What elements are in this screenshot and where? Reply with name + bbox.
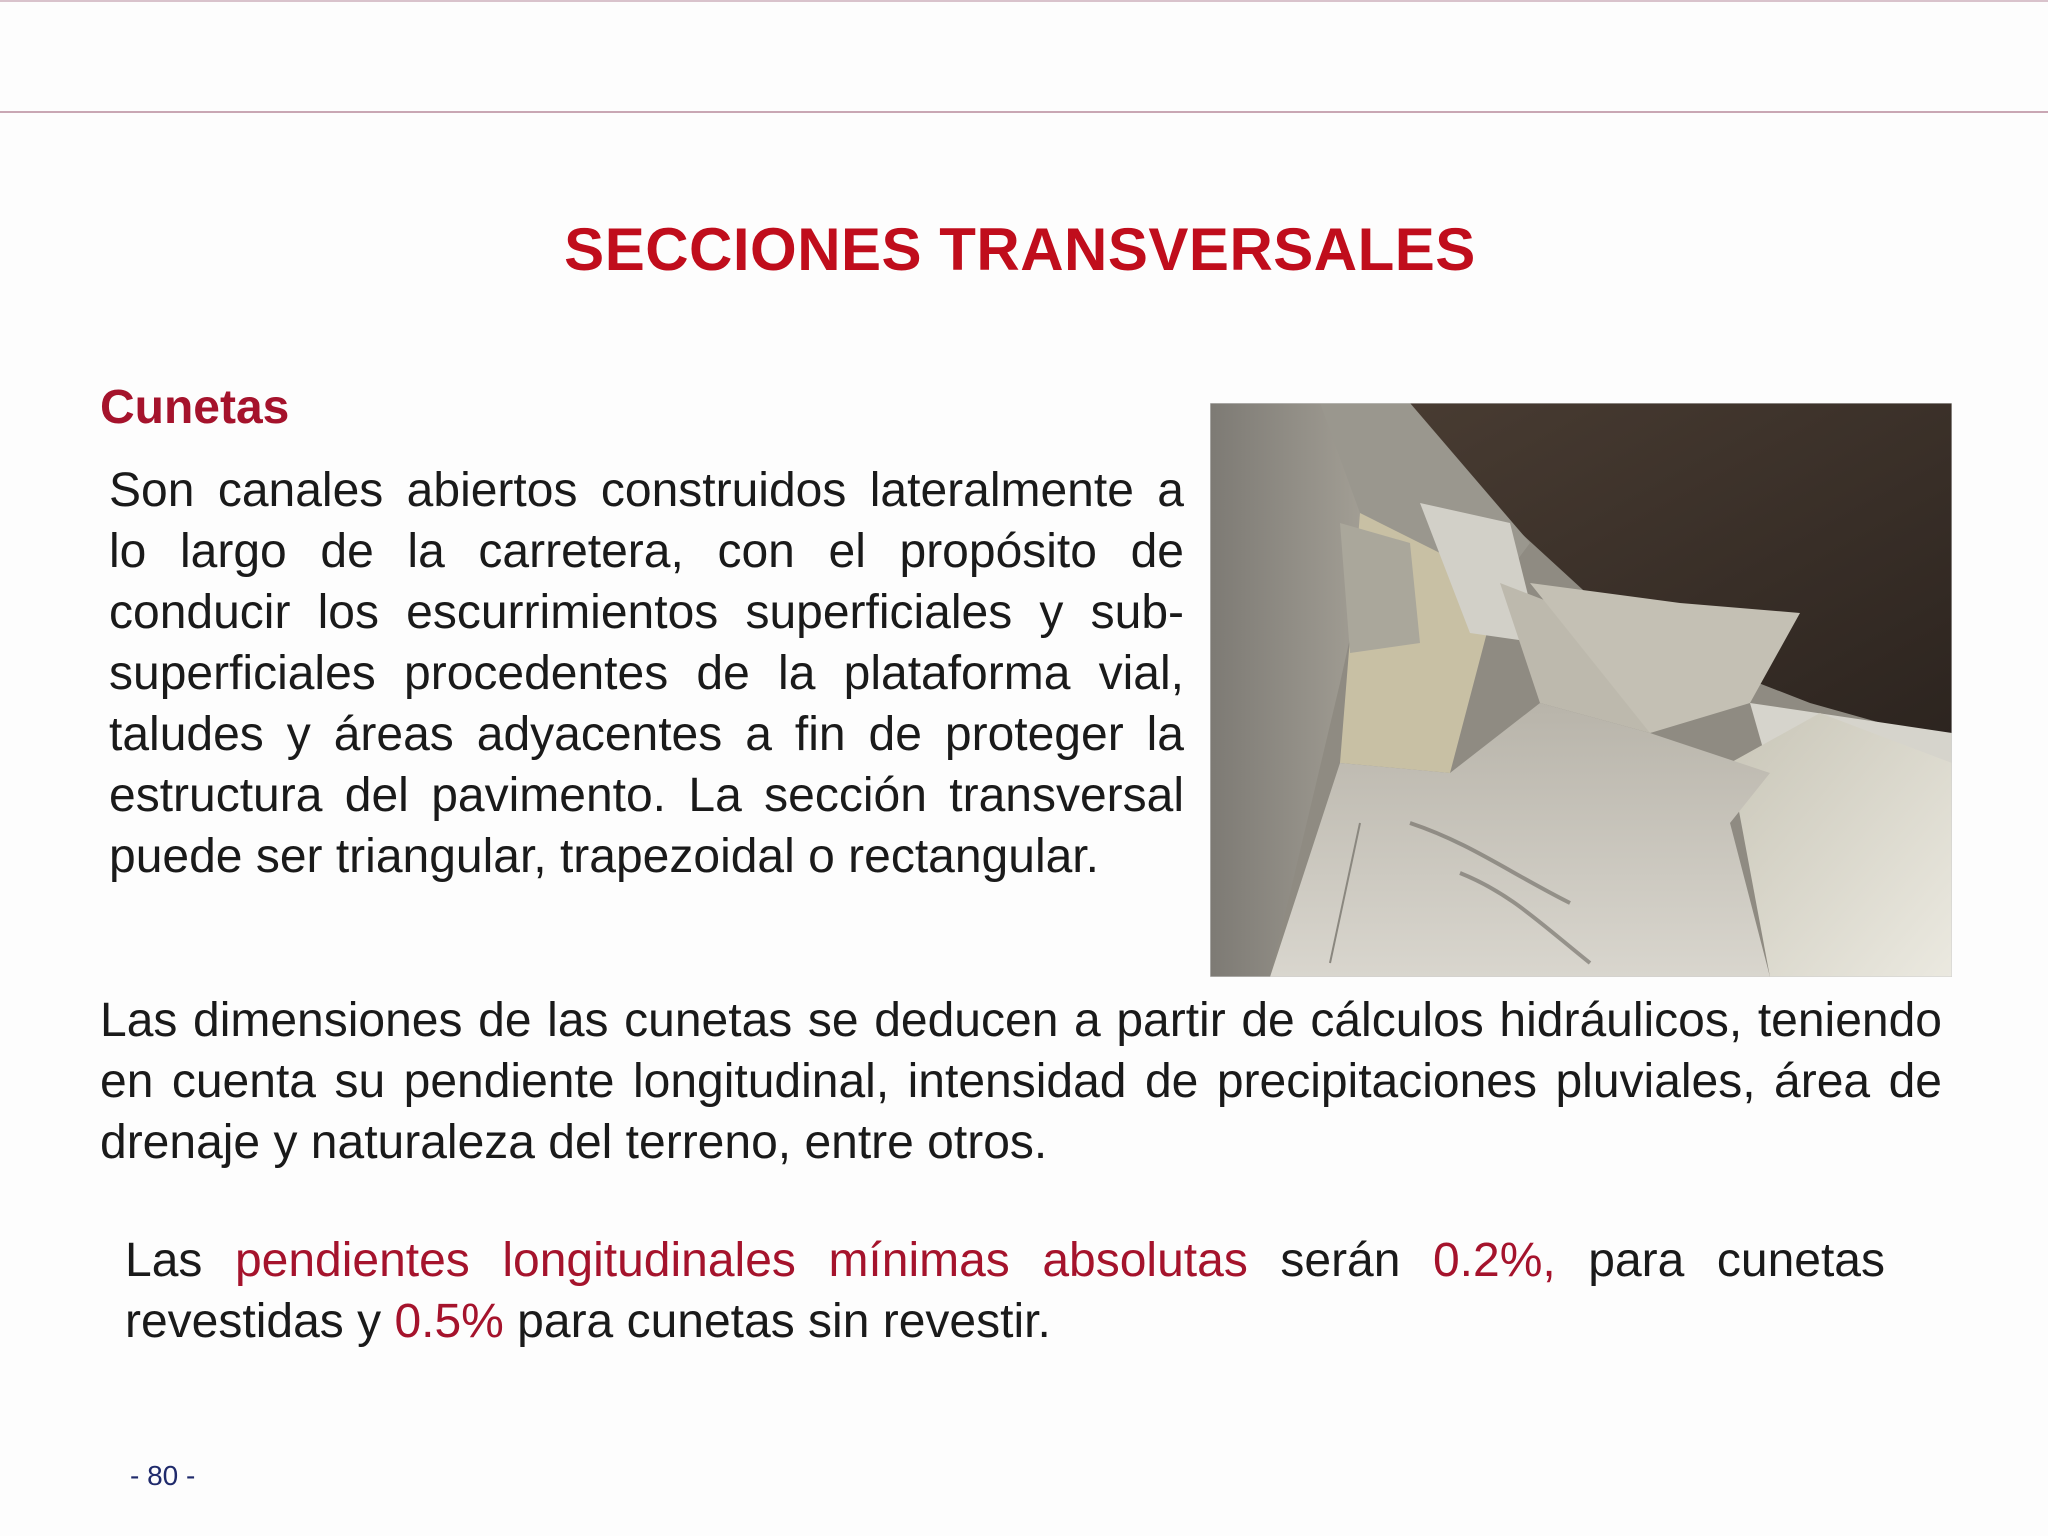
intro-paragraph: Son canales abiertos construidos lateralmente a lo largo de la carretera, con el propósito de conducir los escurrimientos superficiales y sub-superficiales procedentes de la plataforma vial, taludes y áreas adyacentes a fin de proteger la estructura del pavimento. La sección transversal puede ser triangular, trapezoidal o rectangular. <box>109 464 1184 883</box>
top-divider <box>0 0 2048 2</box>
ditch-photo <box>1210 403 1952 977</box>
slopes-text-4: para cunetas sin revestir. <box>503 1295 1051 1348</box>
slopes-text-3: para cunetas revestidas y <box>125 1234 1886 1348</box>
slopes-text-1: Las <box>125 1234 235 1287</box>
slide-title: SECCIONES TRANSVERSALES <box>564 216 1476 283</box>
slopes-paragraph <box>125 1230 1885 1352</box>
section-heading: Cunetas <box>100 381 290 434</box>
dimensions-paragraph: Las dimensiones de las cunetas se deducen a partir de cálculos hidráulicos, teniendo en cuenta su pendiente longitudinal, intensidad de precipitaciones pluviales, área de drenaje y naturaleza del terreno, entre otros. <box>100 994 1942 1169</box>
slopes-text-2: serán <box>1247 1234 1433 1287</box>
page-number: - 80 - <box>130 1460 196 1491</box>
header-divider <box>0 111 2048 113</box>
slopes-highlight-phrase: pendientes longitudinales mínimas absolutas <box>234 1234 1248 1287</box>
slopes-highlight-lined: 0.2%, <box>1432 1234 1556 1287</box>
slopes-highlight-unlined: 0.5% <box>394 1295 504 1348</box>
